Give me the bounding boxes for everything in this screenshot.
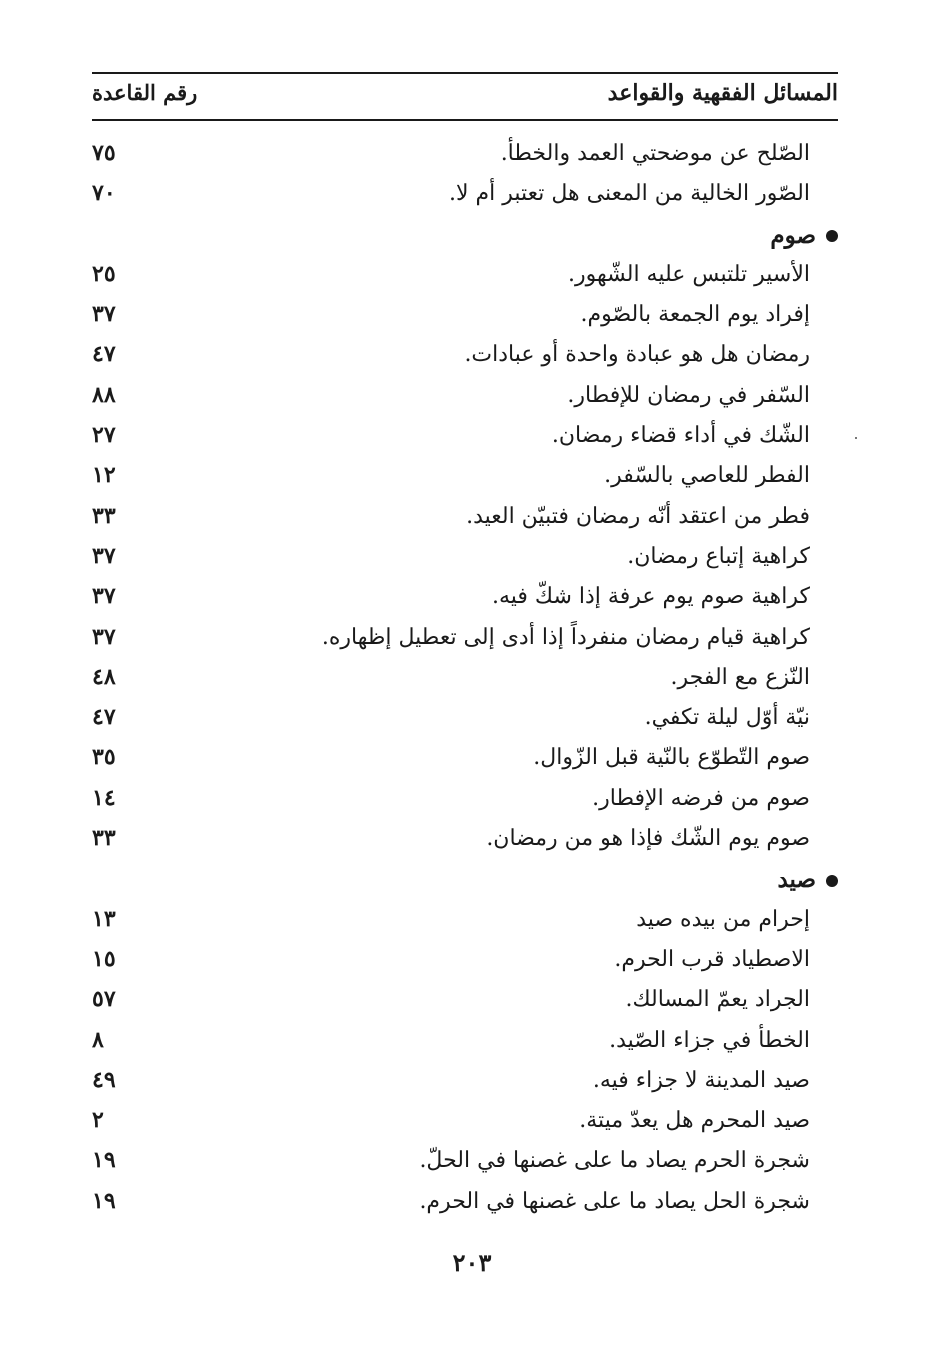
index-entry [92,741,810,781]
rule-number: ١٣ [92,905,116,932]
entry-text: النّزع مع الفجر. [670,664,810,690]
entry-text: الخطأ في جزاء الصّيد. [609,1027,810,1053]
entry-text: صيد المحرم هل يعدّ ميتة. [579,1108,810,1134]
rule-number: ٣٣ [92,825,116,852]
entry-text: فطر من اعتقد أنّه رمضان فتبيّن العيد. [466,503,810,529]
index-entry [92,1024,810,1064]
scan-speck [855,437,857,439]
index-entry [92,298,810,338]
entry-text: كراهية صوم يوم عرفة إذا شكّ فيه. [491,584,810,610]
section-heading-wrap [777,866,838,893]
index-entry [92,943,810,983]
rule-number: ٧٠ [92,180,116,207]
entry-text: السّفر في رمضان للإفطار. [567,382,810,408]
section-heading [92,218,816,258]
entry-text: كراهية إتباع رمضان. [627,543,810,569]
entry-text: صيد المدينة لا جزاء فيه. [592,1067,810,1093]
index-entry [92,419,810,459]
entry-text: الجراد يعمّ المسالك. [625,987,810,1013]
rule-number: ٢ [92,1107,104,1134]
entry-text: شجرة الحرم يصاد ما على غصنها في الحلّ. [419,1148,810,1174]
index-entry [92,983,810,1023]
rule-number: ٣٧ [92,623,116,650]
index-entry [92,1144,810,1184]
index-entry [92,459,810,499]
entry-text: الصّلح عن موضحتي العمد والخطأ. [500,141,810,166]
rule-number: ٥٧ [92,986,116,1013]
index-entry [92,500,810,540]
section-heading [92,862,816,902]
rule-number: ٢٧ [92,422,116,449]
index-entry [92,177,810,217]
rule-number: ٣٣ [92,502,116,529]
rule-number: ٧٥ [92,140,116,166]
entry-text: رمضان هل هو عبادة واحدة أو عبادات. [464,342,810,368]
index-entry [92,701,810,741]
rule-number: ٣٧ [92,583,116,610]
rule-number: ٣٧ [92,542,116,569]
entry-text: إحرام من بيده صيد [636,906,810,932]
entry-text: كراهية قيام رمضان منفرداً إذا أدى إلى تعطيل إظهاره. [321,624,810,650]
rule-number: ٣٥ [92,744,116,771]
section-heading-text: صوم [770,221,816,249]
rule-number: ٤٧ [92,341,116,368]
index-entry [92,1104,810,1144]
section-heading-text: صيد [777,866,816,894]
index-entry [92,258,810,298]
rule-number: ١٤ [92,784,116,811]
rule-number: ١٥ [92,945,116,972]
index-entry [92,137,810,177]
section-heading-wrap [770,222,838,249]
index-entry [92,540,810,580]
index-entry [92,1064,810,1104]
index-entry [92,379,810,419]
bullet-icon [826,875,838,887]
rule-number: ٨ [92,1026,104,1053]
page-header [92,80,838,114]
index-entry [92,903,810,943]
rule-number: ١٩ [92,1147,116,1174]
rule-number: ٤٧ [92,704,116,731]
entry-text: إفراد يوم الجمعة بالصّوم. [580,302,810,328]
rule-number: ٤٨ [92,663,116,690]
entry-text: صوم التّطوّع بالنّية قبل الزّوال. [533,745,810,771]
page-number: ٢٠٣ [452,1248,492,1277]
entry-text: الفطر للعاصي بالسّفر. [604,463,810,489]
header-title: المسائل الفقهية والقواعد [607,80,838,106]
header-number-label: رقم القاعدة [92,80,198,105]
entry-text: صوم يوم الشّك فإذا هو من رمضان. [486,826,810,852]
rule-number: ١٩ [92,1187,116,1214]
rule-number: ٢٥ [92,260,116,287]
rule-number: ٨٨ [92,381,116,408]
rule-number: ٤٩ [92,1066,116,1093]
bullet-icon [826,230,838,242]
header-bottom-rule [92,119,838,121]
index-entry [92,1185,810,1225]
entry-text: الأسير تلتبس عليه الشّهور. [568,261,810,287]
index-entry [92,661,810,701]
entry-text: شجرة الحل يصاد ما على غصنها في الحرم. [419,1188,810,1214]
index-entry [92,338,810,378]
header-top-rule [92,72,838,74]
index-entry [92,621,810,661]
rule-number: ١٢ [92,462,116,489]
index-entry [92,822,810,862]
index-entry [92,580,810,620]
index-list [92,137,816,1225]
entry-text: نيّة أوّل ليلة تكفي. [644,705,810,731]
entry-text: الاصطياد قرب الحرم. [614,946,810,972]
entry-text: الشّك في أداء قضاء رمضان. [551,423,810,449]
entry-text: الصّور الخالية من المعنى هل تعتبر أم لا. [448,181,810,207]
rule-number: ٣٧ [92,301,116,328]
entry-text: صوم من فرضه الإفطار. [592,785,810,811]
index-entry [92,782,810,822]
